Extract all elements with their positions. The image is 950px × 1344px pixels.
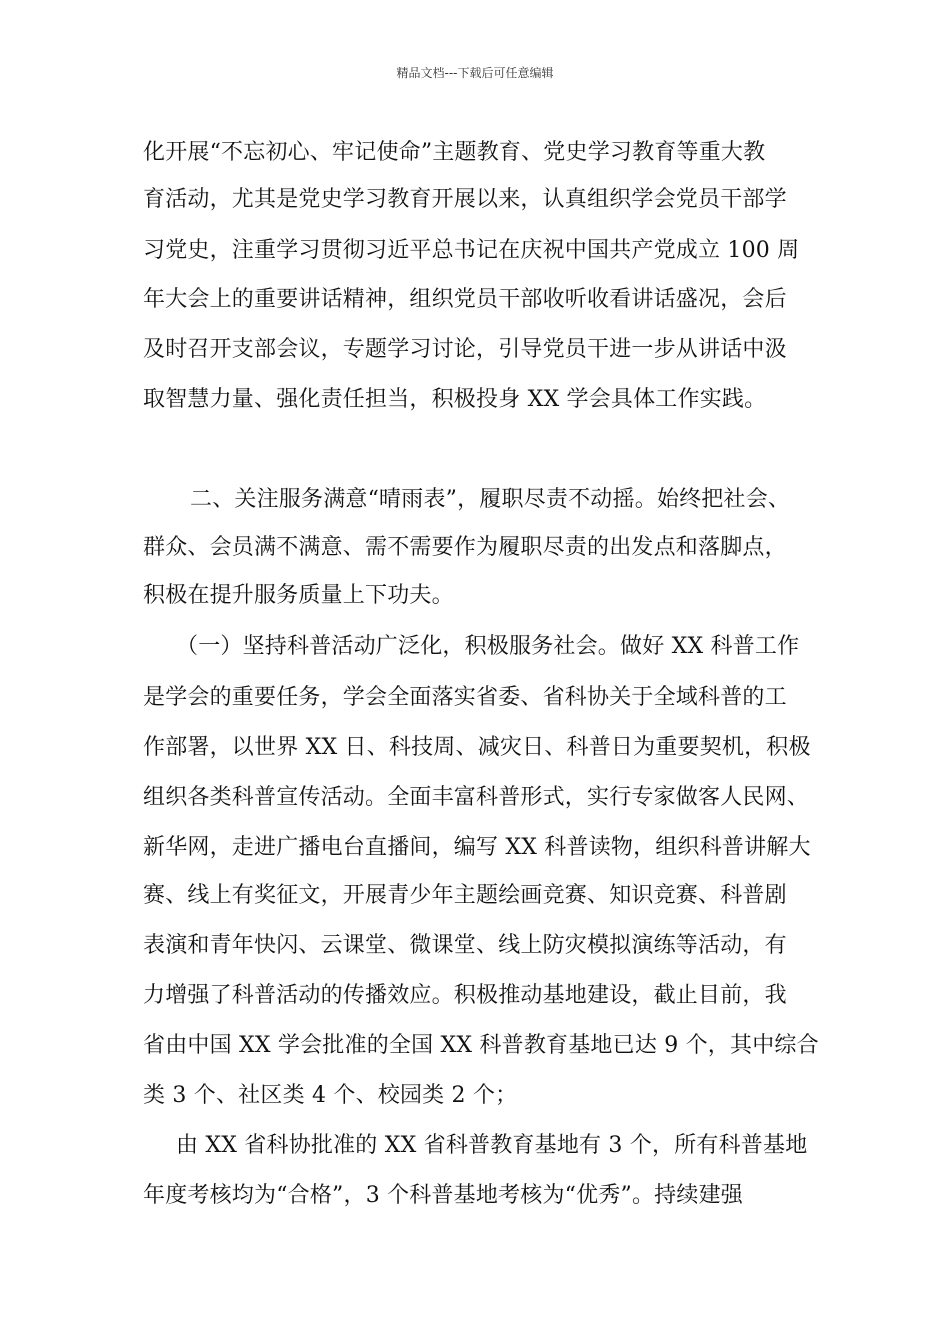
page-header: 精品文档---下载后可任意编辑 [396,66,554,80]
paragraph1-line-4: 年大会上的重要讲话精神，组织党员干部收听收看讲话盛况，会后 [143,287,787,312]
paragraph4-line-1: 由 XX 省科协批准的 XX 省科普教育基地有 3 个，所有科普基地 [176,1133,808,1158]
paragraph2-line-3: 积极在提升服务质量上下功夫。 [143,583,454,608]
paragraph1-line-1: 化开展“不忘初心、牢记使命”主题教育、党史学习教育等重大教 [143,140,766,165]
paragraph3-line-6: 赛、线上有奖征文，开展青少年主题绘画竞赛、知识竞赛、科普剧 [143,883,787,908]
paragraph2-line-1: 二、关注服务满意“晴雨表”，履职尽责不动摇。始终把社会、 [190,487,791,512]
paragraph3-line-8: 力增强了科普活动的传播效应。积极推动基地建设，截止目前，我 [143,983,787,1008]
paragraph3-line-1: （一）坚持科普活动广泛化，积极服务社会。做好 XX 科普工作 [176,634,800,659]
paragraph3-line-7: 表演和青年快闪、云课堂、微课堂、线上防灾模拟演练等活动，有 [143,933,787,958]
paragraph1-line-3: 习党史，注重学习贯彻习近平总书记在庆祝中国共产党成立 100 周 [143,238,800,263]
paragraph1-line-2: 育活动，尤其是党史学习教育开展以来，认真组织学会党员干部学 [143,187,787,212]
paragraph3-line-3: 作部署，以世界 XX 日、科技周、减灾日、科普日为重要契机，积极 [143,735,811,760]
paragraph1-line-6: 取智慧力量、强化责任担当，积极投身 XX 学会具体工作实践。 [143,387,767,412]
paragraph1-line-5: 及时召开支部会议，专题学习讨论，引导党员干进一步从讲话中汲 [143,337,787,362]
paragraph3-line-9: 省由中国 XX 学会批准的全国 XX 科普教育基地已达 9 个，其中综合 [143,1033,819,1058]
paragraph3-line-4: 组织各类科普宣传活动。全面丰富科普形式，实行专家做客人民网、 [143,785,810,810]
paragraph4-line-2: 年度考核均为“合格”，3 个科普基地考核为“优秀”。持续建强 [143,1183,743,1208]
paragraph3-line-5: 新华网，走进广播电台直播间，编写 XX 科普读物，组织科普讲解大 [143,835,811,860]
paragraph3-line-2: 是学会的重要任务，学会全面落实省委、省科协关于全域科普的工 [143,685,787,710]
paragraph2-line-2: 群众、会员满不满意、需不需要作为履职尽责的出发点和落脚点， [143,535,787,560]
paragraph3-line-10: 类 3 个、社区类 4 个、校园类 2 个； [143,1083,518,1108]
